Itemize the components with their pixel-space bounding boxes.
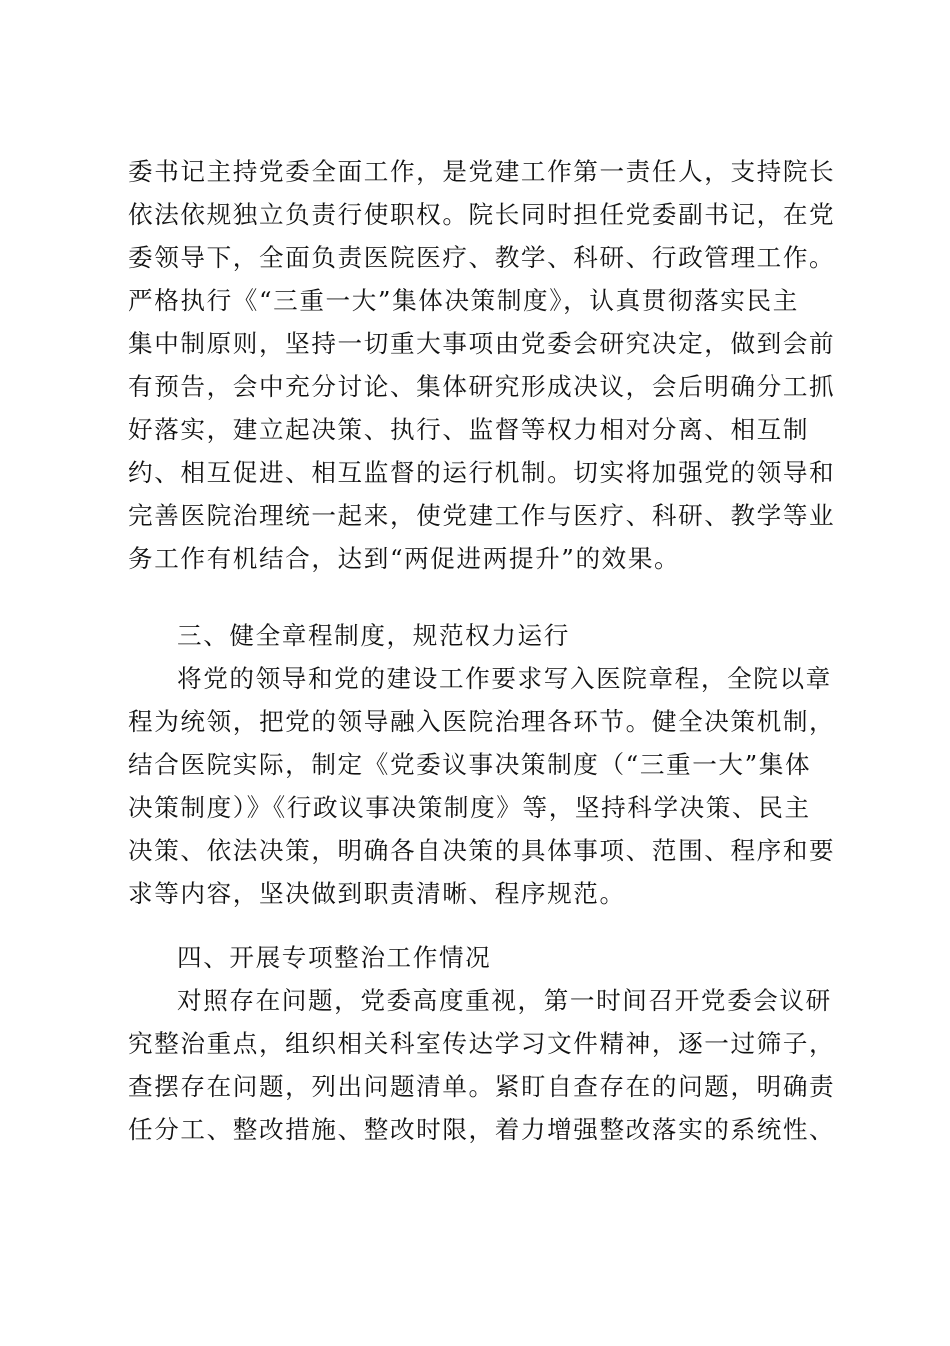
text-line: 程为统领，把党的领导融入医院治理各环节。健全决策机制， [128,707,836,736]
text-line: 究整治重点，组织相关科室传达学习文件精神，逐一过筛子， [128,1029,836,1058]
text-line: 委书记主持党委全面工作，是党建工作第一责任人，支持院长 [128,157,836,186]
text-line: 严格执行《“三重一大”集体决策制度》，认真贯彻落实民主 [128,286,799,315]
paragraph-first-line: 对照存在问题，党委高度重视，第一时间召开党委会议研 [177,986,832,1015]
text-line: 依法依规独立负责行使职权。院长同时担任党委副书记，在党 [128,200,836,229]
text-line: 决策制度）》《行政议事决策制度》等，坚持科学决策、民主 [128,793,811,822]
text-line: 结合医院实际，制定《党委议事决策制度（“三重一大”集体 [128,750,812,779]
text-line: 好落实，建立起决策、执行、监督等权力相对分离、相互制 [128,415,810,444]
text-line: 委领导下，全面负责医院医疗、教学、科研、行政管理工作。 [128,243,836,272]
text-line: 约、相互促进、相互监督的运行机制。切实将加强党的领导和 [128,458,836,487]
section-heading: 四、开展专项整治工作情况 [177,943,492,972]
text-line: 查摆存在问题，列出问题清单。紧盯自查存在的问题，明确责 [128,1072,836,1101]
text-line: 求等内容，坚决做到职责清晰、程序规范。 [128,879,626,908]
text-line: 集中制原则，坚持一切重大事项由党委会研究决定，做到会前 [128,329,836,358]
section-heading: 三、健全章程制度，规范权力运行 [177,621,570,650]
text-line: 任分工、整改措施、整改时限，着力增强整改落实的系统性、 [128,1115,836,1144]
text-line: 有预告，会中充分讨论、集体研究形成决议，会后明确分工抓 [128,372,836,401]
text-line: 决策、依法决策，明确各自决策的具体事项、范围、程序和要 [128,836,836,865]
text-line: 务工作有机结合，达到“两促进两提升”的效果。 [128,544,681,573]
text-line: 完善医院治理统一起来，使党建工作与医疗、科研、教学等业 [128,501,836,530]
paragraph-first-line: 将党的领导和党的建设工作要求写入医院章程，全院以章 [177,664,832,693]
